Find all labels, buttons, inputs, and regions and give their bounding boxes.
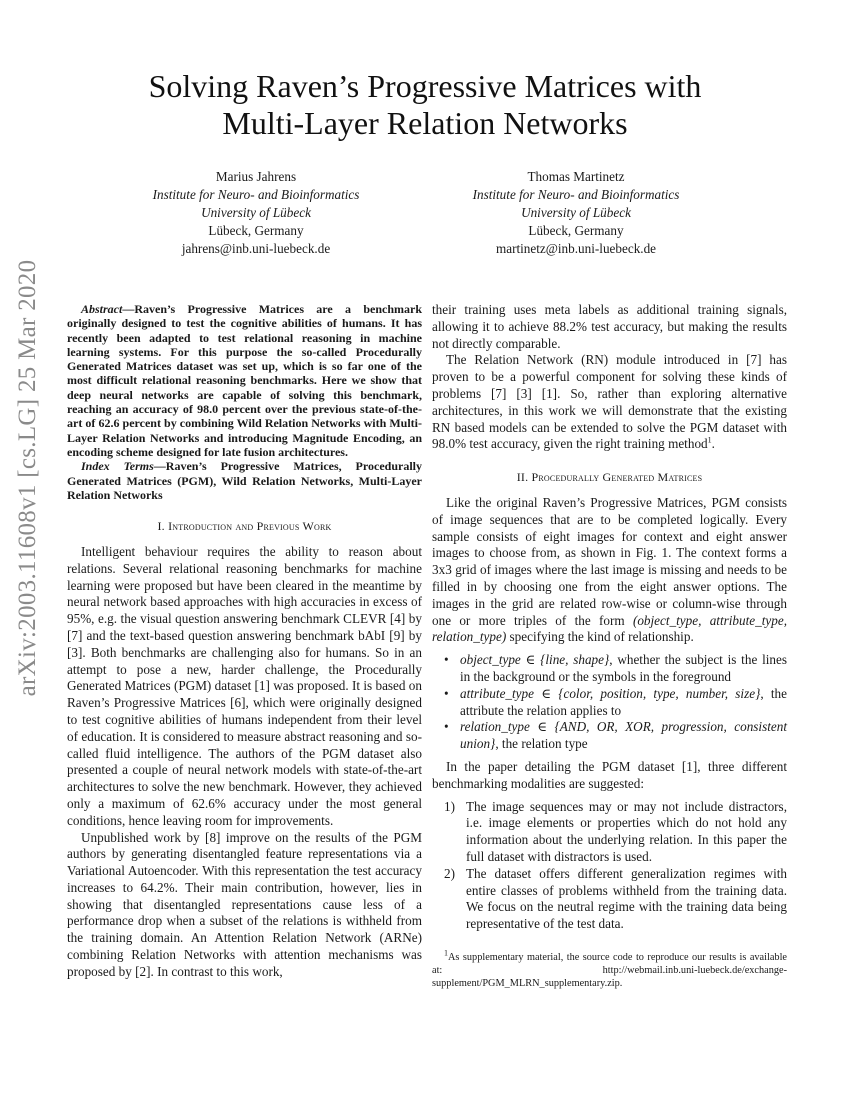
title-line-2: Multi-Layer Relation Networks: [222, 105, 628, 141]
modalities-list: [432, 799, 787, 933]
left-column: [67, 302, 422, 981]
section-1-paragraph-1: Intelligent behaviour requires the ability to reason about relations. Several relational reasoning benchmarks for machine learning were proposed but have been cleared in the meantime by neural network based approaches with high accuracies in excess of 95%, e.g. the visual question answering benchmark CLEVR [4] by [7] and the text-based question answering benchmark bAbI [9] by [3]. Both benchmarks are challenging also for humans. So in an attempt to pose a new, harder challenge, the Procedurally Generated Matrices (PGM) dataset [1] was proposed. It is based on Raven’s Progressive Matrices [6], which were originally designed to test cognitive abilities of humans independent from their level of education. It is considered to measure abstract reasoning and so-called fluid intelligence. The authors of the PGM dataset also presented a couple of neural network models with state-of-the-art architectures to solve the new benchmark. However, they achieved only a maximum of 62.6% accuracy under the most general conditions, hence leaving room for improvements.: [67, 543, 422, 828]
author-location: Lübeck, Germany: [528, 223, 624, 238]
footnote-text: As supplementary material, the source code to reproduce our results is available at: http://webmail.inb.uni-luebeck.de/exchange-supplement/PGM_MLRN_supplementary.zip.: [432, 951, 787, 989]
section-1-paragraph-4: The Relation Network (RN) module introduced in [7] has proven to be a powerful component for solving these kinds of problems [7] [3] [1]. So, rather than exploring alternative architectures, in this work we will demonstrate that the existing RN based models can be extended to solve the PGM dataset with 98.0% test accuracy, given the right training method$^1$.: [432, 352, 787, 452]
arxiv-side-stamp: [0, 0, 56, 1100]
list-item: 2) The dataset offers different generalization regimes with entire classes of problems withheld from the training data. We focus on the neutral regime with the training data being representative of the test data.: [444, 865, 787, 932]
author-email: jahrens@inb.uni-luebeck.de: [181, 241, 331, 256]
author-university: University of Lübeck: [521, 205, 631, 220]
author-institute: Institute for Neuro- and Bioinformatics: [152, 187, 360, 202]
section-1-paragraph-2: Unpublished work by [8] improve on the results of the PGM authors by generating disentangled feature representations via a Variational Autoencoder. With this representation the test accuracy increases to 64.2%. Their main contribution, however, lies in showing that disentangled representations cause less of a performance drop when a subset of the relations is withheld from the training domain. An Attention Relation Network (ARNe) combining Relation Networks with attention mechanisms was proposed by [2]. In contrast to this work,: [67, 829, 422, 979]
section-2-paragraph-2: In the paper detailing the PGM dataset [1], three different benchmarking modalities are suggested:: [432, 758, 787, 791]
list-item: • relation_type ∈ {AND, OR, XOR, progression, consistent union}, the relation type: [444, 719, 787, 752]
author-block-2: [416, 168, 736, 258]
index-terms-text: Raven’s Progressive Matrices, Procedurally Generated Matrices (PGM), Wild Relation Networks, Multi-Layer Relation Networks: [67, 459, 422, 502]
author-block-1: [96, 168, 416, 258]
abstract-label: Abstract: [81, 302, 123, 316]
author-email: martinetz@inb.uni-luebeck.de: [495, 241, 657, 256]
triple-math: (object_type, attribute_type, relation_type): [432, 612, 787, 645]
footnote-mark: 1: [444, 948, 448, 958]
footnote: [432, 948, 787, 990]
index-terms: Index Terms—Raven’s Progressive Matrices, Procedurally Generated Matrices (PGM), Wild Relation Networks, Multi-Layer Relation Networks: [67, 459, 422, 502]
section-1-paragraph-3: their training uses meta labels as additional training signals, allowing it to achieve 88.2% test accuracy, but making the results not directly comparable.: [432, 302, 787, 351]
author-name: Thomas Martinetz: [527, 169, 625, 184]
list-item: • attribute_type ∈ {color, position, type, number, size}, the attribute the relation applies to: [444, 685, 787, 718]
section-1-heading: I. Introduction and Previous Work: [157, 519, 332, 534]
footnote-ref: 1: [707, 435, 712, 445]
author-university: University of Lübeck: [201, 205, 311, 220]
right-column: [432, 302, 787, 990]
list-item: 1) The image sequences may or may not include distractors, i.e. image elements or properties which do not hold any information about the underlying relation. In this paper the full dataset with distractors is used.: [444, 798, 787, 864]
abstract-text: Raven’s Progressive Matrices are a benchmark originally designed to test the cognitive abilities of humans. It has recently been adapted to test relational reasoning in machine learning systems. For this purpose the so-called Procedurally Generated Matrices dataset was set up, which is so far one of the most difficult relational reasoning benchmarks. Here we show that deep neural networks are capable of solving this benchmark, reaching an accuracy of 98.0 percent over the previous state-of-the-art of 62.6 percent by combining Wild Relation Networks with Multi-Layer Relation Networks and introducing Magnitude Encoding, an encoding scheme designed for late fusion architectures.: [67, 302, 422, 459]
title-line-1: Solving Raven’s Progressive Matrices with: [148, 68, 702, 104]
section-2-paragraph-1: Like the original Raven’s Progressive Matrices, PGM consists of image sequences that are to be completed logically. Every sample consists of eight images for context and eight answer images to choose from, as shown in Fig. 1. The context forms a 3x3 grid of images where the last image is missing and needs to be filled in by choosing one from the eight answer options. The images in the grid are related row-wise or column-wise through one or more triples of the form (object_type, attribute_type, relation_type) specifying the kind of relationship.: [432, 494, 787, 645]
section-2-heading: II. Procedurally Generated Matrices: [516, 470, 703, 485]
list-item: • object_type ∈ {line, shape}, whether the subject is the lines in the background or the symbols in the foreground: [444, 652, 787, 684]
triple-bullet-list: [432, 652, 787, 753]
abstract: Abstract—Raven’s Progressive Matrices are a benchmark originally designed to test the cognitive abilities of humans. It has recently been adapted to test relational reasoning in machine learning systems. For this purpose the so-called Procedurally Generated Matrices dataset was set up, which is so far one of the most difficult relational reasoning benchmarks. Here we show that deep neural networks are capable of solving this benchmark, reaching an accuracy of 98.0 percent over the previous state-of-the-art of 62.6 percent by combining Wild Relation Networks with Multi-Layer Relation Networks and introducing Magnitude Encoding, an encoding scheme designed for late fusion architectures.: [67, 302, 422, 459]
author-institute: Institute for Neuro- and Bioinformatics: [472, 187, 680, 202]
paper-title: [0, 68, 850, 142]
arxiv-identifier: arXiv:2003.11608v1 [cs.LG] 25 Mar 2020: [14, 259, 41, 697]
author-name: Marius Jahrens: [215, 169, 297, 184]
author-location: Lübeck, Germany: [208, 223, 304, 238]
index-terms-label: Index Terms: [81, 459, 154, 474]
